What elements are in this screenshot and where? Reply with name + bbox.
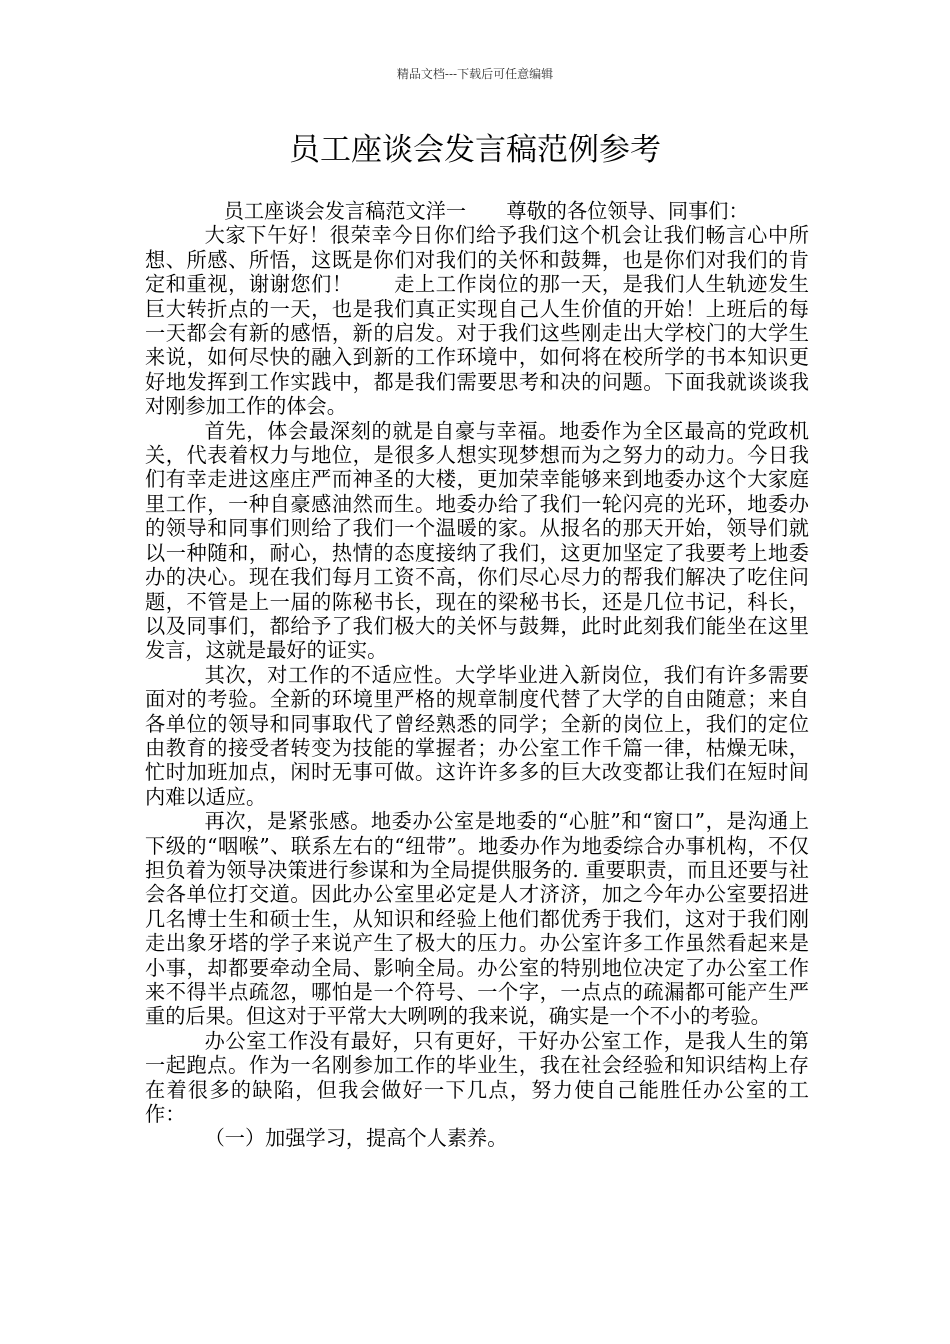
paragraph-second-point: 其次，对工作的不适应性。大学毕业进入新岗位，我们有许多需要面对的考验。全新的环境里严格的规章制度代替了大学的自由随意；来自各单位的领导和同事取代了曾经熟悉的同学；全新的岗位上，我们的定位由教育的接受者转变为技能的掌握者；办公室工作千篇一律，枯燥无味，忙时加班加点，闲时无事可做。这许许多多的巨大改变都让我们在短时间内难以适应。 <box>145 662 809 809</box>
paragraph-commitment: 办公室工作没有最好，只有更好，干好办公室工作，是我人生的第一起跑点。作为一名刚参加工作的毕业生，我在社会经验和知识结构上存在着很多的缺陷，但我会做好一下几点，努力使自己能胜任办公室的工作： <box>145 1028 809 1127</box>
paragraph-first-point: 首先，体会最深刻的就是自豪与幸福。地委作为全区最高的党政机关，代表着权力与地位，是很多人想实现梦想而为之努力的动力。今日我们有幸走进这座庄严而神圣的大楼，更加荣幸能够来到地委办这个大家庭里工作，一种自豪感油然而生。地委办给了我们一轮闪亮的光环，地委办的领导和同事们则给了我们一个温暖的家。从报名的那天开始，领导们就以一种随和，耐心，热情的态度接纳了我们，这更加坚定了我要考上地委办的决心。现在我们每月工资不高，你们尽心尽力的帮我们解决了吃住问题，不管是上一届的陈秘书长，现在的梁秘书长，还是几位书记，科长，以及同事们，都给予了我们极大的关怀与鼓舞，此时此刻我们能坐在这里发言，这就是最好的证实。 <box>145 418 809 663</box>
paragraph-greeting: 大家下午好！很荣幸今日你们给予我们这个机会让我们畅言心中所想、所感、所悟，这既是你们对我们的关怀和鼓舞，也是你们对我们的肯定和重视，谢谢您们！ 走上工作岗位的那一天，是我们人生轨迹发生巨大转折点的一天，也是我们真正实现自己人生价值的开始！上班后的每一天都会有新的感悟，新的启发。对于我们这些刚走出大学校门的大学生来说，如何尽快的融入到新的工作环境中，如何将在校所学的书本知识更好地发挥到工作实践中，都是我们需要思考和决的问题。下面我就谈谈我对刚参加工作的体会。 <box>145 223 809 419</box>
header-note: 精品文档---下载后可任意编辑 <box>396 67 554 81</box>
paragraph-opening: 员工座谈会发言稿范文洋一 尊敬的各位领导、同事们： <box>223 199 749 223</box>
document-body <box>145 199 809 1151</box>
document-title: 员工座谈会发言稿范例参考 <box>289 132 661 168</box>
paragraph-third-point: 再次，是紧张感。地委办公室是地委的“心脏”和“窗口”，是沟通上下级的“咽喉”、联系左右的“纽带”。地委办作为地委综合办事机构，不仅担负着为领导决策进行参谋和为全局提供服务的. 重要职责，而且还要与社会各单位打交道。因此办公室里必定是人才济济，加之今年办公室要招进几名博士生和硕士生，从知识和经验上他们都优秀于我们，这对于我们刚走出象牙塔的学子来说产生了极大的压力。办公室许多工作虽然看起来是小事，却都要牵动全局、影响全局。办公室的特别地位决定了办公室工作来不得半点疏忽，哪怕是一个符号、一个字，一点点的疏漏都可能产生严重的后果。但这对于平常大大咧咧的我来说，确实是一个不小的考验。 <box>145 809 809 1029</box>
paragraph-item-one: （一）加强学习，提高个人素养。 <box>204 1126 508 1151</box>
